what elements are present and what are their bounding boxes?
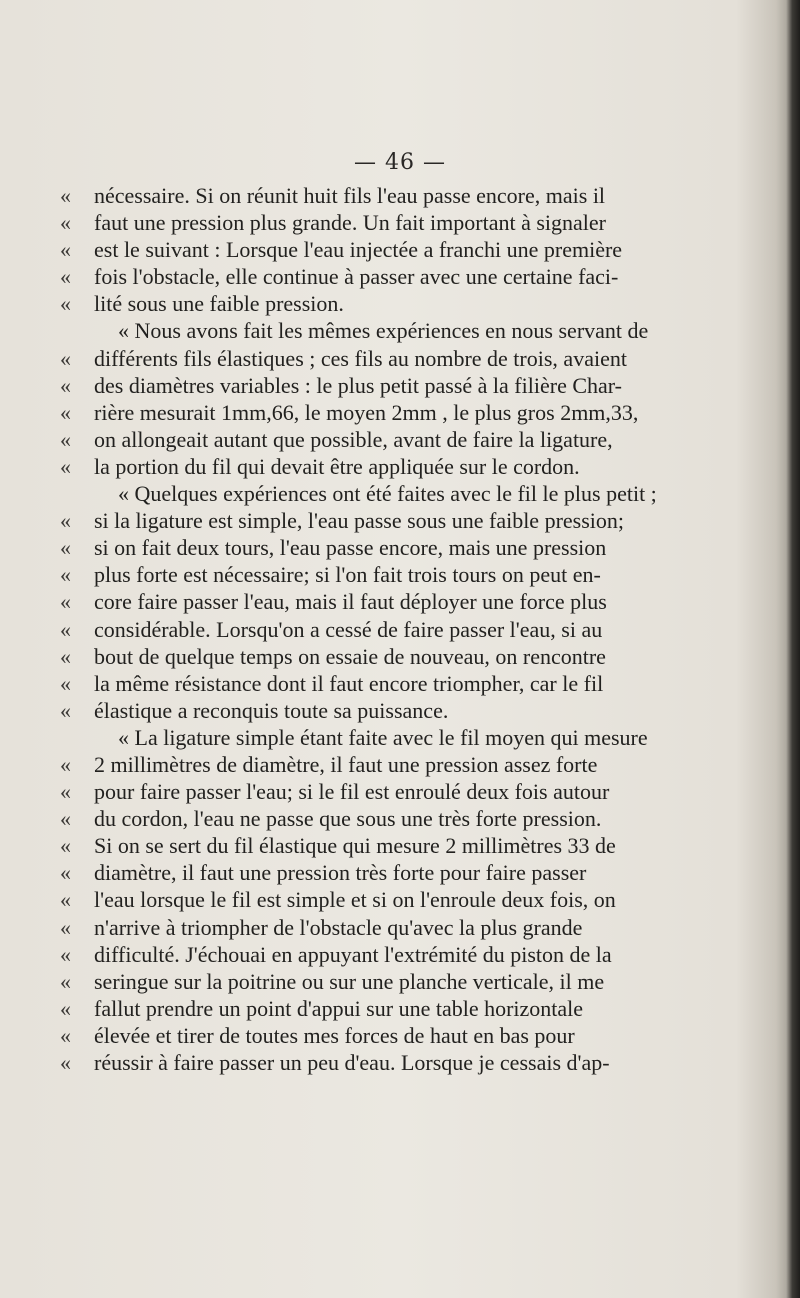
line-text: rière mesurait 1mm,66, le moyen 2mm , le plus gros 2mm,33,	[94, 399, 639, 425]
text-line	[60, 1022, 778, 1049]
text-line	[60, 263, 778, 290]
text-line	[60, 751, 778, 778]
text-line	[60, 453, 778, 480]
text-line	[60, 534, 778, 561]
text-line	[60, 941, 778, 968]
text-line	[60, 995, 778, 1022]
quote-mark: «	[60, 643, 71, 669]
text-line	[60, 914, 778, 941]
line-text: l'eau lorsque le fil est simple et si on l'enroule deux fois, on	[94, 887, 616, 913]
quote-mark: «	[60, 345, 71, 371]
quote-mark: «	[60, 291, 71, 317]
text-line	[60, 724, 778, 751]
text-line	[60, 832, 778, 859]
line-text: si on fait deux tours, l'eau passe encore, mais une pression	[94, 535, 607, 561]
line-text: difficulté. J'échouai en appuyant l'extrémité du piston de la	[94, 941, 612, 967]
quote-mark: «	[60, 399, 71, 425]
quote-mark: «	[60, 860, 71, 886]
line-text: la portion du fil qui devait être appliquée sur le cordon.	[94, 453, 580, 479]
line-text: considérable. Lorsqu'on a cessé de faire passer l'eau, si au	[94, 616, 603, 642]
line-text: plus forte est nécessaire; si l'on fait trois tours on peut en-	[94, 562, 601, 588]
line-text: si la ligature est simple, l'eau passe sous une faible pression;	[94, 508, 625, 534]
page-edge-shadow	[786, 0, 800, 1298]
line-text: Si on se sert du fil élastique qui mesure 2 millimètres 33 de	[94, 833, 616, 859]
line-text: faut une pression plus grande. Un fait important à signaler	[94, 210, 606, 236]
line-text: 2 millimètres de diamètre, il faut une pression assez forte	[94, 751, 598, 777]
text-line	[60, 426, 778, 453]
quote-mark: «	[60, 968, 71, 994]
quote-mark: «	[60, 589, 71, 615]
line-text: core faire passer l'eau, mais il faut déployer une force plus	[94, 589, 607, 615]
line-text: lité sous une faible pression.	[94, 291, 344, 317]
text-line	[60, 670, 778, 697]
quote-mark: «	[60, 697, 71, 723]
text-line	[60, 968, 778, 995]
text-line	[60, 317, 778, 344]
text-line	[60, 859, 778, 886]
text-line	[60, 372, 778, 399]
text-line	[60, 886, 778, 913]
quote-mark: «	[60, 616, 71, 642]
text-line	[60, 697, 778, 724]
line-text: du cordon, l'eau ne passe que sous une très forte pression.	[94, 806, 602, 832]
text-line	[60, 399, 778, 426]
quote-mark: «	[60, 887, 71, 913]
text-line	[60, 805, 778, 832]
quote-mark: «	[60, 372, 71, 398]
text-line	[60, 507, 778, 534]
quote-mark: «	[60, 670, 71, 696]
text-line	[60, 561, 778, 588]
line-text: nécessaire. Si on réunit huit fils l'eau passe encore, mais il	[94, 183, 606, 208]
line-text: la même résistance dont il faut encore triompher, car le fil	[94, 670, 604, 696]
line-text: élevée et tirer de toutes mes forces de haut en bas pour	[94, 1022, 575, 1048]
line-text: n'arrive à triompher de l'obstacle qu'avec la plus grande	[94, 914, 583, 940]
line-text: pour faire passer l'eau; si le fil est enroulé deux fois autour	[94, 779, 610, 805]
quote-mark: «	[60, 237, 71, 263]
text-line	[60, 1049, 778, 1076]
quote-mark: «	[60, 183, 71, 208]
text-line	[60, 345, 778, 372]
quote-mark: «	[60, 264, 71, 290]
text-line	[60, 643, 778, 670]
quote-mark: «	[60, 453, 71, 479]
line-text: réussir à faire passer un peu d'eau. Lorsque je cessais d'ap-	[94, 1050, 610, 1075]
text-line	[60, 290, 778, 317]
quote-mark: «	[60, 995, 71, 1021]
quote-mark: «	[60, 779, 71, 805]
text-line	[60, 616, 778, 643]
line-text: seringue sur la poitrine ou sur une planche verticale, il me	[94, 968, 605, 994]
quote-mark: «	[60, 210, 71, 236]
quote-mark: «	[60, 941, 71, 967]
text-line	[60, 588, 778, 615]
line-text: fallut prendre un point d'appui sur une table horizontale	[94, 995, 584, 1021]
quote-mark: «	[60, 1050, 71, 1075]
quote-mark: «	[60, 833, 71, 859]
line-text: « La ligature simple étant faite avec le fil moyen qui mesure	[118, 724, 648, 750]
quote-mark: «	[60, 535, 71, 561]
body-text	[60, 182, 778, 1076]
page-number: — 46 —	[354, 150, 446, 175]
quote-mark: «	[60, 751, 71, 777]
text-line	[60, 182, 778, 209]
quote-mark: «	[60, 562, 71, 588]
quote-mark: «	[60, 914, 71, 940]
line-text: fois l'obstacle, elle continue à passer avec une certaine faci-	[94, 264, 619, 290]
line-text: est le suivant : Lorsque l'eau injectée a franchi une première	[94, 237, 623, 263]
quote-mark: «	[60, 806, 71, 832]
line-text: on allongeait autant que possible, avant de faire la ligature,	[94, 426, 613, 452]
quote-mark: «	[60, 508, 71, 534]
quote-mark: «	[60, 1022, 71, 1048]
text-line	[60, 480, 778, 507]
line-text: « Nous avons fait les mêmes expériences en nous servant de	[118, 318, 649, 344]
text-line	[60, 236, 778, 263]
line-text: « Quelques expériences ont été faites avec le fil le plus petit ;	[118, 481, 657, 507]
quote-mark: «	[60, 426, 71, 452]
line-text: différents fils élastiques ; ces fils au nombre de trois, avaient	[94, 345, 627, 371]
line-text: diamètre, il faut une pression très forte pour faire passer	[94, 860, 587, 886]
text-line	[60, 209, 778, 236]
text-line	[60, 778, 778, 805]
line-text: des diamètres variables : le plus petit passé à la filière Char-	[94, 372, 622, 398]
line-text: bout de quelque temps on essaie de nouveau, on rencontre	[94, 643, 606, 669]
line-text: élastique a reconquis toute sa puissance.	[94, 697, 449, 723]
